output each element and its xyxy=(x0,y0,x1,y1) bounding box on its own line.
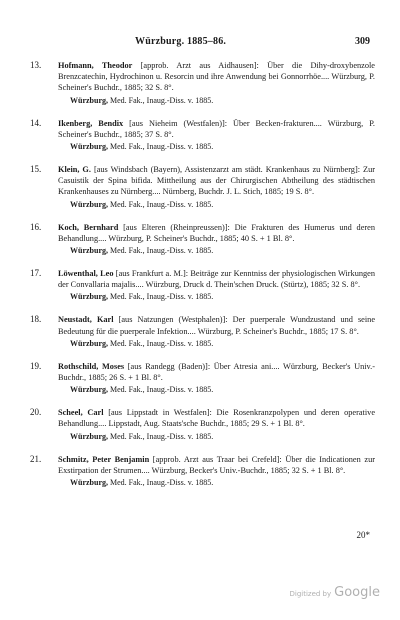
author-name: Hofmann, Theodor xyxy=(58,61,133,70)
note-rest: Med. Fak., Inaug.-Diss. v. 1885. xyxy=(108,431,214,441)
note-city: Würzburg, xyxy=(70,246,108,256)
watermark-prefix: Digitized by xyxy=(289,590,332,598)
list-item xyxy=(30,454,375,488)
entry-text xyxy=(58,454,375,476)
list-item xyxy=(30,222,375,256)
list-item xyxy=(30,361,375,395)
running-header xyxy=(0,36,400,50)
note-city: Würzburg, xyxy=(70,95,108,105)
entry-number: 18. xyxy=(30,314,42,325)
entry-note xyxy=(58,199,375,210)
note-city: Würzburg, xyxy=(70,478,108,488)
google-watermark xyxy=(290,581,381,600)
entry-text xyxy=(58,222,375,244)
note-city: Würzburg, xyxy=(70,142,108,152)
note-rest: Med. Fak., Inaug.-Diss. v. 1885. xyxy=(108,338,214,348)
author-name: Klein, G. xyxy=(58,165,91,175)
page-number: 309 xyxy=(355,36,370,47)
note-rest: Med. Fak., Inaug.-Diss. v. 1885. xyxy=(108,95,214,105)
entry-number: 14. xyxy=(30,117,42,128)
entry-note xyxy=(58,291,375,302)
note-city: Würzburg, xyxy=(70,385,108,395)
author-name: Ikenberg, Bendix xyxy=(58,118,124,128)
signature-mark: 20* xyxy=(356,530,370,540)
entry-body: [aus Randegg (Baden)]: Über Atresia ani.... Würzburg, Becker's Univ.-Buchdr., 1885; 26 S. + 1 Bl. 8°. xyxy=(58,361,375,383)
entry-number: 21. xyxy=(30,453,42,464)
entry-note xyxy=(58,245,375,256)
entry-body: [aus Natzungen (Westphalen)]: Der puerperale Wundzustand und seine Bedeutung für die puerperale Infektion.... Würzburg, P. Scheiner's Buchdr., 1885; 17 S. 8°. xyxy=(58,315,375,336)
list-item xyxy=(30,60,375,106)
entry-text xyxy=(58,118,375,140)
note-city: Würzburg, xyxy=(70,338,108,348)
author-name: Scheel, Carl xyxy=(58,408,104,418)
entry-body: [aus Nieheim (Westfalen)]: Über Becken-frakturen.... Würzburg, P. Scheiner's Buchdr., 1885; 37 S. 8°. xyxy=(58,118,375,139)
entry-number: 20. xyxy=(30,407,42,418)
entry-number: 19. xyxy=(30,360,42,371)
entry-note xyxy=(58,338,375,349)
entry-note xyxy=(58,431,375,442)
note-rest: Med. Fak., Inaug.-Diss. v. 1885. xyxy=(108,385,214,395)
entry-number: 16. xyxy=(30,221,42,232)
author-name: Löwenthal, Leo xyxy=(58,269,114,279)
list-item xyxy=(30,407,375,441)
entry-text xyxy=(58,60,375,94)
entry-body: [approb. Arzt aus Aidhausen]: Über die Dihy-droxybenzole Brenzcatechin, Hydrochinon u. Resorcin und ihre Anwendung bei Gonnorrhöe.... Würzburg, P. Scheiner's Buchdr., 1885; 32 S. 8°. xyxy=(58,61,375,93)
entry-text xyxy=(58,314,375,336)
entry-number: 15. xyxy=(30,164,42,175)
entry-text xyxy=(58,164,375,198)
note-rest: Med. Fak., Inaug.-Diss. v. 1885. xyxy=(108,246,214,256)
entry-body: [approb. Arzt aus Traar bei Crefeld]: Über die Indicationen zur Exstirpation der Strumen.... Würzburg, Becker's Univ.-Buchdr., 1885; 32 S. + 1 Bl. 8°. xyxy=(58,454,375,475)
entry-note xyxy=(58,384,375,395)
note-rest: Med. Fak., Inaug.-Diss. v. 1885. xyxy=(108,199,214,209)
author-name: Rothschild, Moses xyxy=(58,361,125,371)
entry-body: [aus Frankfurt a. M.]: Beiträge zur Kenntniss der physiologischen Wirkungen der Convallaria majalis.... Würzburg, Druck d. Thein'schen Druck. (Stürtz), 1885; 32 S. 8°. xyxy=(58,269,375,290)
note-city: Würzburg, xyxy=(70,199,108,209)
author-name: Koch, Bernhard xyxy=(58,222,119,232)
list-item xyxy=(30,314,375,348)
author-name: Neustadt, Karl xyxy=(58,315,114,325)
header-title: Würzburg. 1885–86. xyxy=(135,36,227,47)
list-item xyxy=(30,118,375,152)
entry-text xyxy=(58,268,375,290)
note-rest: Med. Fak., Inaug.-Diss. v. 1885. xyxy=(108,292,214,302)
entry-body: [aus Windsbach (Bayern), Assistenzarzt am städt. Krankenhaus zu Nürnberg]: Zur Casuistik der Spina bifida. Mittheilung aus der Chirurgischen Abtheilung des städtischen Krankenhauses zu Nürnberg.... Nürnberg, Buchdr. J. L. Stich, 1885; 19 S. 8°. xyxy=(58,165,375,197)
entry-text xyxy=(58,407,375,429)
entry-number: 13. xyxy=(30,60,42,70)
entry-text xyxy=(58,361,375,383)
note-rest: Med. Fak., Inaug.-Diss. v. 1885. xyxy=(108,478,214,488)
entry-note xyxy=(58,477,375,488)
list-item xyxy=(30,268,375,302)
watermark-brand: Google xyxy=(334,585,380,600)
entry-note xyxy=(58,95,375,106)
note-rest: Med. Fak., Inaug.-Diss. v. 1885. xyxy=(108,142,214,152)
entry-number: 17. xyxy=(30,268,42,279)
entry-body: [aus Lippstadt in Westfalen]: Die Rosenkranzpolypen und deren operative Behandlung.... Lippstadt, Aug. Staats'sche Buchdr., 1885; 29 S. + 1 Bl. 8°. xyxy=(58,408,376,429)
author-name: Schmitz, Peter Benjamin xyxy=(58,454,150,464)
list-item xyxy=(30,164,375,210)
entry-body: [aus Elteren (Rheinpreussen)]: Die Frakturen des Humerus und deren Behandlung.... Würzburg, P. Scheiner's Buchdr., 1885; 40 S. + 1 Bl. 8°. xyxy=(58,222,375,243)
dissertation-list xyxy=(30,60,375,500)
entry-note xyxy=(58,141,375,152)
note-city: Würzburg, xyxy=(70,431,108,441)
note-city: Würzburg, xyxy=(70,292,108,302)
